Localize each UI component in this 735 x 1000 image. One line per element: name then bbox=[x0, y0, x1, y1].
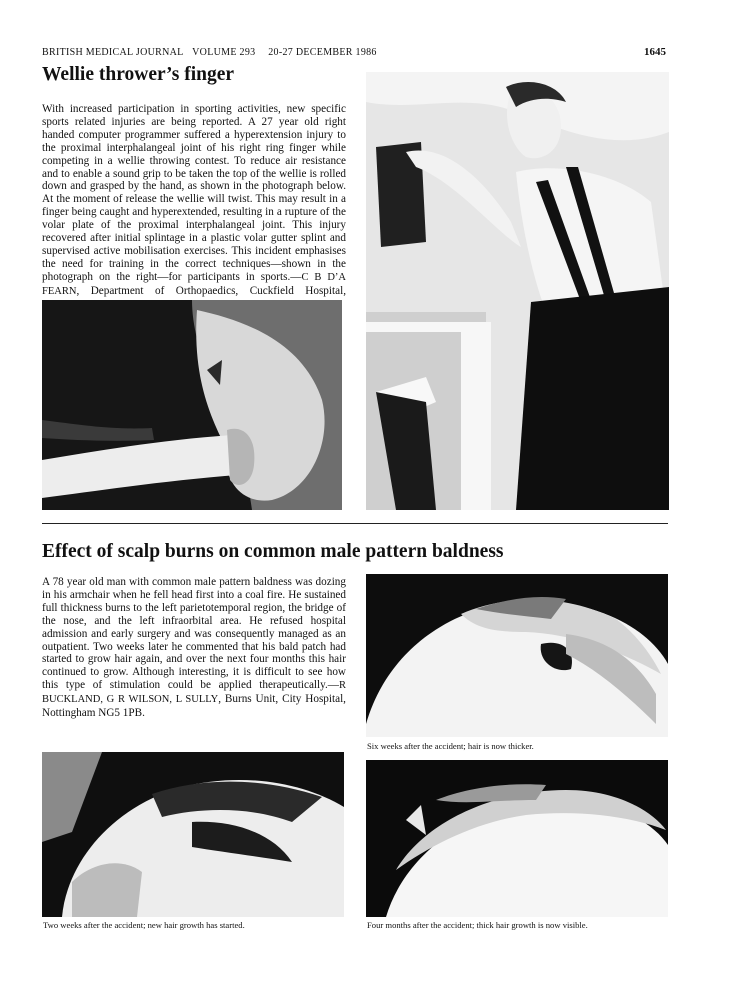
article2-body bbox=[42, 576, 346, 720]
article2-text: A 78 year old man with common male pattern baldness was dozing in his armchair when he fell head first into a coal fire. He sustained full thickness burns to the left parietotemporal region, the bridge of the nose, and the left infraorbital area. He refused hospital admission and early surgery and was consequently managed as an outpatient. Two weeks later he commented that his bald patch had started to grow hair again, and over the next four months this hair continued to grow. Although interesting, it is difficult to see how this type of stimulation could be applied therapeutically.— bbox=[42, 576, 346, 692]
photo-hand-grip bbox=[42, 300, 342, 510]
photo-four-months bbox=[366, 760, 668, 917]
journal-name: BRITISH MEDICAL JOURNAL bbox=[42, 47, 184, 58]
page-number: 1645 bbox=[644, 46, 666, 58]
article1-affiliation: , Department of Orthopaedics, Cuckfield Hospital, bbox=[76, 284, 346, 297]
article1-title: Wellie thrower’s finger bbox=[42, 64, 235, 85]
article1-author: C B D’A FEARN bbox=[42, 271, 347, 297]
running-header bbox=[42, 47, 383, 58]
journal-date: 20-27 DECEMBER 1986 bbox=[268, 47, 377, 58]
photo-six-weeks bbox=[366, 574, 668, 737]
journal-volume: VOLUME 293 bbox=[192, 47, 256, 58]
caption-four-months: Four months after the accident; thick hair growth is now visible. bbox=[367, 920, 588, 930]
article2-title: Effect of scalp burns on common male pattern baldness bbox=[42, 541, 504, 562]
caption-six-weeks: Six weeks after the accident; hair is now thicker. bbox=[367, 741, 534, 751]
photo-wellie-thrower bbox=[366, 72, 669, 510]
caption-two-weeks: Two weeks after the accident; new hair growth has started. bbox=[43, 920, 245, 930]
article1-body bbox=[42, 103, 346, 312]
section-divider bbox=[42, 523, 668, 524]
article2-affiliation: , Burns Unit, City Hospital, Nottingham NG5 1PB. bbox=[42, 693, 346, 720]
photo-two-weeks bbox=[42, 752, 344, 917]
article2-authors: R BUCKLAND, G R WILSON, L SULLY bbox=[42, 680, 346, 706]
article1-text: With increased participation in sporting activities, new specific sports related injuries are being reported. A 27 year old right handed computer programmer suffered a hyperextension injury to the proximal interphalangeal joint of his right ring finger while competing in a wellie throwing contest. To reduce air resistance and to enable a sound grip to be taken the top of the wellie is rolled down and grasped by the hand, as shown in the photograph below. At the moment of release the wellie will twist. This may result in a finger being caught and hyperextended, resulting in a rupture of the volar plate of the proximal interphalangeal joint. This injury recovered after initial splintage in a plastic volar gutter splint and supervised active mobilisation exercises. This incident emphasises the need for training in the correct techniques—shown in the photograph on the right—for participants in sports.— bbox=[42, 103, 346, 283]
